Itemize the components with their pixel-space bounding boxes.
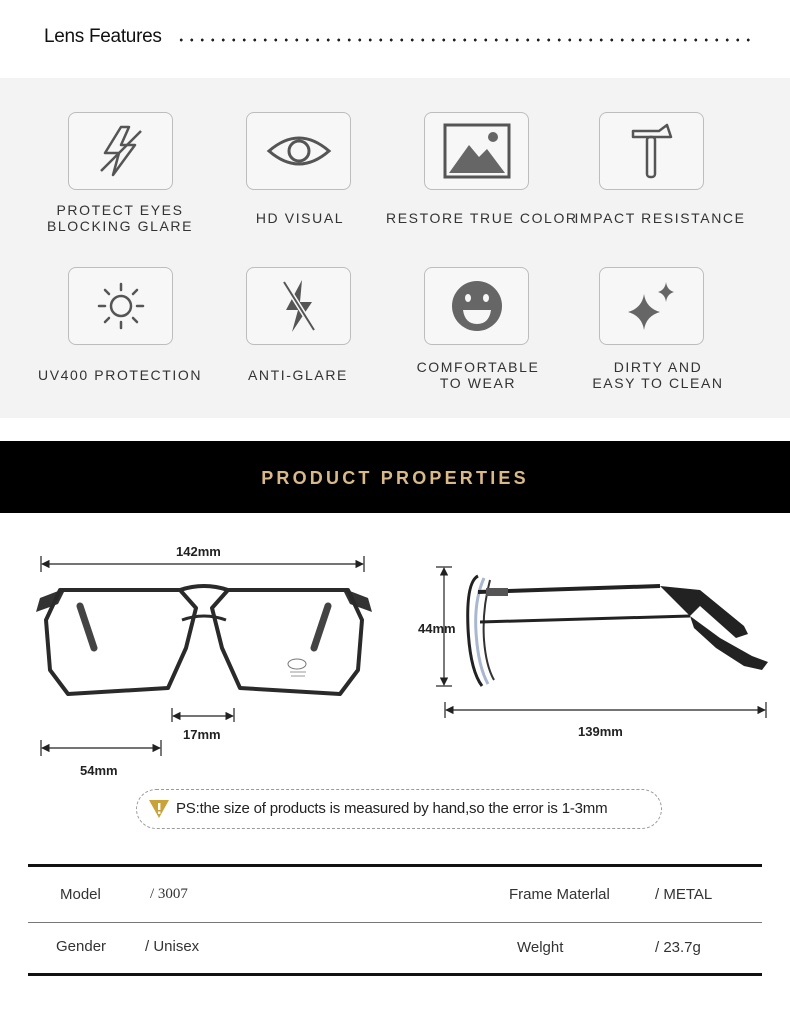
section-title-lens-features: Lens Features: [44, 26, 162, 47]
spec-model-label: Model: [60, 886, 101, 903]
spec-weight-value: / 23.7g: [655, 939, 701, 956]
sparkle-icon: [599, 267, 704, 345]
spec-frame-value: / METAL: [655, 886, 713, 903]
feature-label-easy-clean: DIRTY AND EASY TO CLEAN: [592, 359, 724, 391]
dim-bridge: 17mm: [183, 727, 221, 742]
glasses-side-view: [468, 576, 768, 686]
spec-model-value: / 3007: [150, 886, 188, 902]
table-top-rule: [28, 864, 762, 867]
smiley-icon: [424, 267, 529, 345]
eye-icon: [246, 112, 351, 190]
feature-label-comfortable: COMFORTABLE TO WEAR: [416, 359, 540, 391]
feature-label-restore-color: RESTORE TRUE COLOR: [386, 210, 578, 226]
measurement-note: PS:the size of products is measured by hand,so the error is 1-3mm: [176, 800, 608, 817]
table-bottom-rule: [28, 973, 762, 976]
warning-icon: [147, 798, 171, 820]
spec-frame-label: Frame Materlal: [509, 886, 610, 903]
dim-frame-width: 142mm: [176, 544, 221, 559]
table-row-divider: [28, 922, 762, 923]
feature-label-protect-eyes: PROTECT EYES BLOCKING GLARE: [46, 202, 194, 234]
dotted-divider: [176, 38, 752, 42]
spec-gender-value: / Unisex: [145, 938, 200, 955]
dim-lens-height: 44mm: [418, 621, 456, 636]
glasses-dimension-drawing: [0, 520, 790, 790]
feature-label-anti-glare: ANTI-GLARE: [247, 367, 348, 383]
hammer-icon: [599, 112, 704, 190]
spec-weight-label: Welght: [517, 939, 564, 956]
feature-label-hd-visual: HD VISUAL: [255, 210, 345, 226]
feature-label-impact-resistance: IMPACT RESISTANCE: [574, 210, 746, 226]
dim-temple-length: 139mm: [578, 724, 623, 739]
spec-gender-label: Gender: [56, 938, 107, 955]
dim-lens-width: 54mm: [80, 763, 118, 778]
anti-glare-icon: [246, 267, 351, 345]
section-title-product-properties: PRODUCT PROPERTIES: [261, 468, 529, 488]
lightning-slash-icon: [68, 112, 173, 190]
sun-icon: [68, 267, 173, 345]
feature-label-uv400: UV400 PROTECTION: [38, 367, 203, 383]
picture-mountain-icon: [424, 112, 529, 190]
glasses-front-view: [36, 586, 372, 694]
